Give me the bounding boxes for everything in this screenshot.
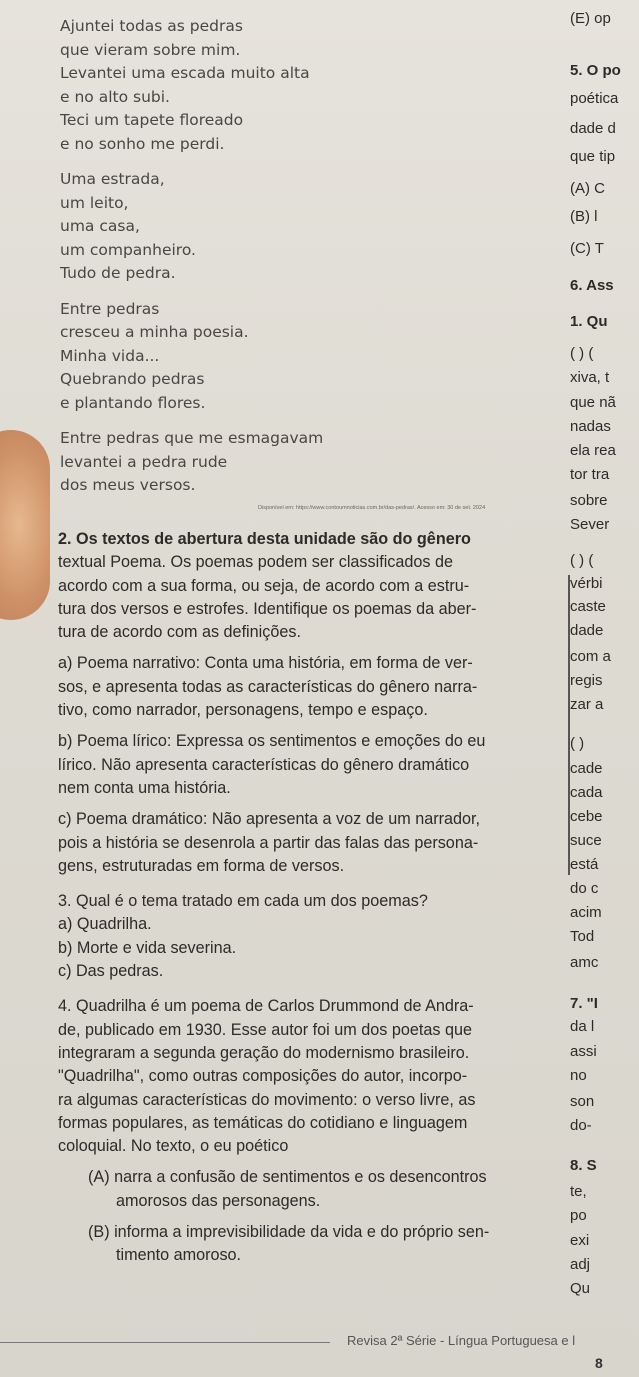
footer-rule <box>0 1342 330 1343</box>
poem-source: Disponível em: https://www.contoumnoticias.com.br/das-pedras/. Acesso em: 30 de set. 2024 <box>258 505 486 511</box>
right-column-fragment: ( ) ( <box>570 552 594 569</box>
q4-line: de, publicado em 1930. Esse autor foi um dos poetas que <box>58 1020 472 1039</box>
q4-line: "Quadrilha", como outras composições do autor, incorpo- <box>58 1067 468 1086</box>
poem-line: Minha vida... <box>60 346 160 365</box>
right-column-fragment: Tod <box>570 928 595 945</box>
right-column-fragment: tor tra <box>570 466 610 483</box>
right-column-fragment: dade <box>570 622 604 639</box>
right-column-fragment: no <box>570 1067 587 1084</box>
q2b-line: lírico. Não apresenta características do gênero dramático <box>58 755 470 774</box>
questions-column <box>58 528 558 1268</box>
poem-line: um leito, <box>60 193 129 212</box>
poem-line: dos meus versos. <box>60 476 196 494</box>
right-column-fragment: ( ) ( <box>570 345 594 362</box>
right-column-fragment: sobre <box>570 492 608 509</box>
right-column-fragment: acim <box>570 904 602 921</box>
q2c-line: pois a história se desenrola a partir das falas das persona- <box>58 833 479 852</box>
right-column-fragment: 5. O po <box>570 62 621 79</box>
footer-text: Revisa 2ª Série - Língua Portuguesa e l <box>347 1333 576 1348</box>
right-column-fragment: 1. Qu <box>570 313 608 330</box>
q2-line: tura dos versos e estrofes. Identifique os poemas da aber- <box>58 599 477 618</box>
poem-line: Teci um tapete floreado <box>60 111 244 129</box>
q4-line: coloquial. No texto, o eu poético <box>58 1137 289 1156</box>
poem-line: uma casa, <box>60 217 140 235</box>
right-column-fragment: exi <box>570 1232 590 1249</box>
poem-line: Ajuntei todas as pedras <box>60 17 243 35</box>
poem-line: e plantando flores. <box>60 393 206 412</box>
stanza-break <box>60 286 560 298</box>
q4-line: integraram a segunda geração do modernismo brasileiro. <box>58 1043 470 1062</box>
q2a-line: sos, e apresenta todas as características do gênero narra- <box>58 677 478 696</box>
right-column-fragment: do- <box>570 1117 592 1134</box>
right-column-fragment: 8. S <box>570 1157 597 1174</box>
stanza-break <box>60 156 560 168</box>
right-column-fragment: poética <box>570 90 619 107</box>
q2-line: textual Poema. Os poemas podem ser classificados de <box>58 553 453 572</box>
poem-line: Quebrando pedras <box>60 370 205 388</box>
right-column-fragment: caste <box>570 598 606 615</box>
right-column-fragment: Sever <box>570 516 610 533</box>
poem-line: cresceu a minha poesia. <box>60 323 249 341</box>
right-column-fragment: Qu <box>570 1280 591 1297</box>
right-column-fragment: ( ) <box>570 735 585 752</box>
q2c-line: gens, estruturadas em forma de versos. <box>58 856 345 875</box>
poem-line: Entre pedras <box>60 299 160 318</box>
right-column-fragment: cada <box>570 784 603 801</box>
poem-line: e no alto subi. <box>60 87 170 106</box>
right-column-fragment: son <box>570 1093 595 1110</box>
q4-line: ra algumas características do movimento: o verso livre, as <box>58 1090 476 1109</box>
q2a-line: tivo, como narrador, personagens, tempo e espaço. <box>58 701 428 720</box>
right-column-fragment: po <box>570 1207 587 1224</box>
q2-line: 2. Os textos de abertura desta unidade são do gênero <box>58 530 471 548</box>
q2b-line: nem conta uma história. <box>58 778 231 797</box>
q4-option-b: (B) informa a imprevisibilidade da vida e do próprio sen- <box>88 1223 490 1242</box>
poem-line: levantei a pedra rude <box>60 452 228 471</box>
right-column-fragment: xiva, t <box>570 369 610 386</box>
q3b: b) Morte e vida severina. <box>58 938 237 957</box>
right-column-fragment: (E) op <box>570 10 611 27</box>
q4-line: 4. Quadrilha é um poema de Carlos Drummond de Andra- <box>58 997 474 1016</box>
right-column-fragment: cebe <box>570 808 603 825</box>
q3-prompt: 3. Qual é o tema tratado em cada um dos poemas? <box>58 892 428 911</box>
page-number: 8 <box>595 1355 603 1371</box>
right-column-fragment: 7. "I <box>570 995 598 1012</box>
right-column-cutoff <box>570 0 639 1377</box>
q2-line: tura de acordo com as definições. <box>58 623 301 642</box>
q4-line: formas populares, as temáticas do cotidiano e linguagem <box>58 1113 468 1132</box>
q2c-line: c) Poema dramático: Não apresenta a voz de um narrador, <box>58 810 480 829</box>
poem-line: Entre pedras que me esmagavam <box>60 429 324 447</box>
right-column-fragment: 6. Ass <box>570 277 614 294</box>
q2b-line: b) Poema lírico: Expressa os sentimentos e emoções do eu <box>58 732 486 751</box>
q4-option-a: (A) narra a confusão de sentimentos e os desencontros <box>88 1168 487 1187</box>
q2-line: acordo com a sua forma, ou seja, de acordo com a estru- <box>58 576 470 595</box>
right-column-fragment: (A) C <box>570 180 605 197</box>
right-column-fragment: dade d <box>570 120 616 137</box>
q4-option-a: amorosos das personagens. <box>116 1191 321 1210</box>
right-column-fragment: que nã <box>570 394 616 411</box>
poem-line: Levantei uma escada muito alta <box>60 64 310 82</box>
right-column-fragment: do c <box>570 880 599 897</box>
poem-das-pedras <box>60 15 560 498</box>
right-column-fragment: que tip <box>570 148 616 165</box>
right-column-fragment: regis <box>570 672 603 689</box>
right-column-fragment: vérbi <box>570 575 603 592</box>
right-column-fragment: nadas <box>570 418 611 435</box>
right-column-fragment: está <box>570 856 599 873</box>
poem-line: e no sonho me perdi. <box>60 134 225 153</box>
poem-line: que vieram sobre mim. <box>60 40 241 59</box>
right-column-fragment: (C) T <box>570 240 604 257</box>
finger-photo <box>0 430 50 620</box>
right-column-fragment: da l <box>570 1018 595 1035</box>
right-column-fragment: ela rea <box>570 442 616 459</box>
right-column-fragment: assi <box>570 1043 597 1060</box>
right-column-fragment: adj <box>570 1256 591 1273</box>
right-column-fragment: (B) l <box>570 208 598 225</box>
poem-line: Uma estrada, <box>60 170 165 188</box>
q2a-line: a) Poema narrativo: Conta uma história, em forma de ver- <box>58 654 473 673</box>
q3c: c) Das pedras. <box>58 962 164 981</box>
right-column-fragment: cade <box>570 760 603 777</box>
right-column-fragment: suce <box>570 832 602 849</box>
q4-option-b: timento amoroso. <box>116 1246 242 1265</box>
stanza-break <box>60 415 560 427</box>
poem-line: Tudo de pedra. <box>60 264 176 282</box>
right-column-fragment: amc <box>570 954 599 971</box>
q3a: a) Quadrilha. <box>58 915 152 934</box>
right-column-fragment: com a <box>570 648 611 665</box>
right-column-fragment: zar a <box>570 696 604 713</box>
right-column-fragment: te, <box>570 1183 587 1200</box>
poem-line: um companheiro. <box>60 240 196 259</box>
